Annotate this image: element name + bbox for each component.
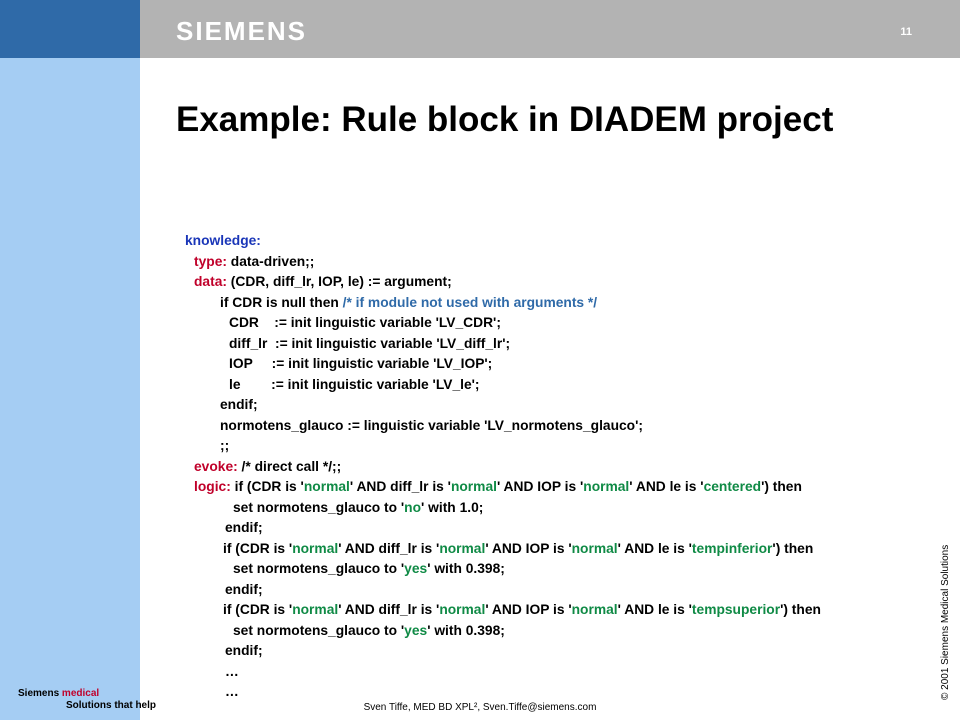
code-text: endif; — [225, 520, 263, 535]
value-normal: normal — [292, 602, 339, 617]
code-text: set normotens_glauco to ' — [233, 622, 405, 638]
code-text: (CDR, diff_lr, IOP, le) := argument; — [226, 274, 452, 289]
value-yes: yes — [404, 561, 428, 576]
siemens-logo: SIEMENS — [176, 16, 308, 46]
value-normal: normal — [439, 540, 486, 556]
code-line — [185, 580, 821, 601]
code-line — [185, 272, 821, 293]
code-line — [185, 231, 821, 252]
code-ellipsis: … — [225, 684, 239, 699]
code-line — [185, 559, 821, 580]
code-text: ' AND IOP is ' — [485, 602, 572, 617]
code-line — [185, 313, 821, 334]
sidebar-top-block — [0, 0, 140, 58]
keyword-logic: logic: — [194, 479, 231, 494]
slide-title: Example: Rule block in DIADEM project — [176, 100, 834, 139]
keyword-type: type: — [194, 253, 227, 269]
value-yes: yes — [404, 622, 428, 638]
code-text: /* direct call */;; — [237, 458, 342, 474]
value-normal: normal — [571, 602, 618, 617]
code-block — [185, 231, 821, 703]
keyword-knowledge: knowledge: — [185, 233, 261, 248]
brand-text: Solutions — [66, 700, 112, 711]
code-text: endif; — [225, 581, 263, 597]
code-text: ' with 0.398; — [427, 561, 505, 576]
code-ellipsis: … — [225, 663, 239, 679]
code-line — [185, 457, 821, 478]
code-text: ' AND le is ' — [629, 479, 704, 494]
code-text: if (CDR is ' — [230, 479, 304, 494]
code-text: ' AND IOP is ' — [496, 479, 584, 494]
brand-accent: medical — [61, 688, 100, 699]
code-text: ' AND diff_lr is ' — [349, 479, 451, 494]
code-text: ') then — [772, 540, 814, 556]
code-text: if (CDR is ' — [223, 540, 293, 556]
code-line — [185, 416, 821, 437]
code-line — [185, 477, 821, 498]
page-number: 11 — [900, 26, 912, 38]
keyword-data: data: — [194, 274, 227, 289]
value-normal: normal — [439, 602, 486, 617]
code-text: ' AND le is ' — [617, 540, 692, 556]
code-text: ' AND diff_lr is ' — [338, 540, 440, 556]
value-no: no — [404, 499, 422, 515]
code-line — [185, 539, 821, 560]
code-text: diff_lr := init linguistic variable 'LV_diff_lr'; — [229, 335, 511, 351]
keyword-evoke: evoke: — [194, 458, 238, 474]
value-tempinferior: tempinferior — [691, 540, 773, 556]
brand-text: Siemens — [18, 688, 62, 699]
code-text: data-driven;; — [226, 253, 315, 269]
code-line — [185, 334, 821, 355]
code-text: CDR := init linguistic variable 'LV_CDR'; — [229, 315, 501, 330]
code-line — [185, 682, 821, 703]
code-line — [185, 518, 821, 539]
value-tempsuperior: tempsuperior — [691, 602, 781, 617]
code-line — [185, 498, 821, 519]
code-text: ') then — [780, 602, 821, 617]
left-sidebar-band — [0, 0, 140, 720]
code-comment: /* if module not used with arguments */ — [342, 294, 598, 310]
brand-text: that help — [111, 700, 157, 711]
code-text: endif; — [225, 643, 263, 658]
footer-brand-line — [18, 688, 156, 700]
code-line — [185, 395, 821, 416]
value-centered: centered — [703, 479, 762, 494]
code-line — [185, 354, 821, 375]
code-text: if CDR is null then — [220, 294, 343, 310]
code-line — [185, 641, 821, 662]
code-text: ;; — [220, 438, 230, 453]
code-text: if (CDR is ' — [223, 602, 293, 617]
value-normal: normal — [571, 540, 618, 556]
code-line — [185, 252, 821, 273]
code-text: ' with 1.0; — [421, 499, 484, 515]
code-text: IOP := init linguistic variable 'LV_IOP'; — [229, 356, 493, 371]
code-text: ' with 0.398; — [427, 622, 505, 638]
code-line — [185, 662, 821, 683]
code-text: ' AND diff_lr is ' — [338, 602, 440, 617]
code-text: endif; — [220, 397, 258, 412]
code-line — [185, 436, 821, 457]
code-text: ' AND IOP is ' — [485, 540, 572, 556]
code-line — [185, 293, 821, 314]
code-line — [185, 621, 821, 642]
code-line — [185, 600, 821, 621]
value-normal: normal — [292, 540, 339, 556]
code-text: normotens_glauco := linguistic variable 'LV_normotens_glauco'; — [220, 417, 643, 433]
value-normal: normal — [303, 479, 350, 494]
code-text: ' AND le is ' — [617, 602, 692, 617]
footer-author: Sven Tiffe, MED BD XPL², Sven.Tiffe@siemens.com — [363, 702, 597, 713]
code-text: ') then — [761, 479, 802, 494]
value-normal: normal — [450, 479, 497, 494]
code-text: set normotens_glauco to ' — [233, 499, 405, 515]
code-text: set normotens_glauco to ' — [233, 561, 405, 576]
code-text: le := init linguistic variable 'LV_le'; — [229, 376, 480, 392]
copyright-notice: © 2001 Siemens Medical Solutions — [940, 544, 951, 700]
value-normal: normal — [583, 479, 630, 494]
code-line — [185, 375, 821, 396]
